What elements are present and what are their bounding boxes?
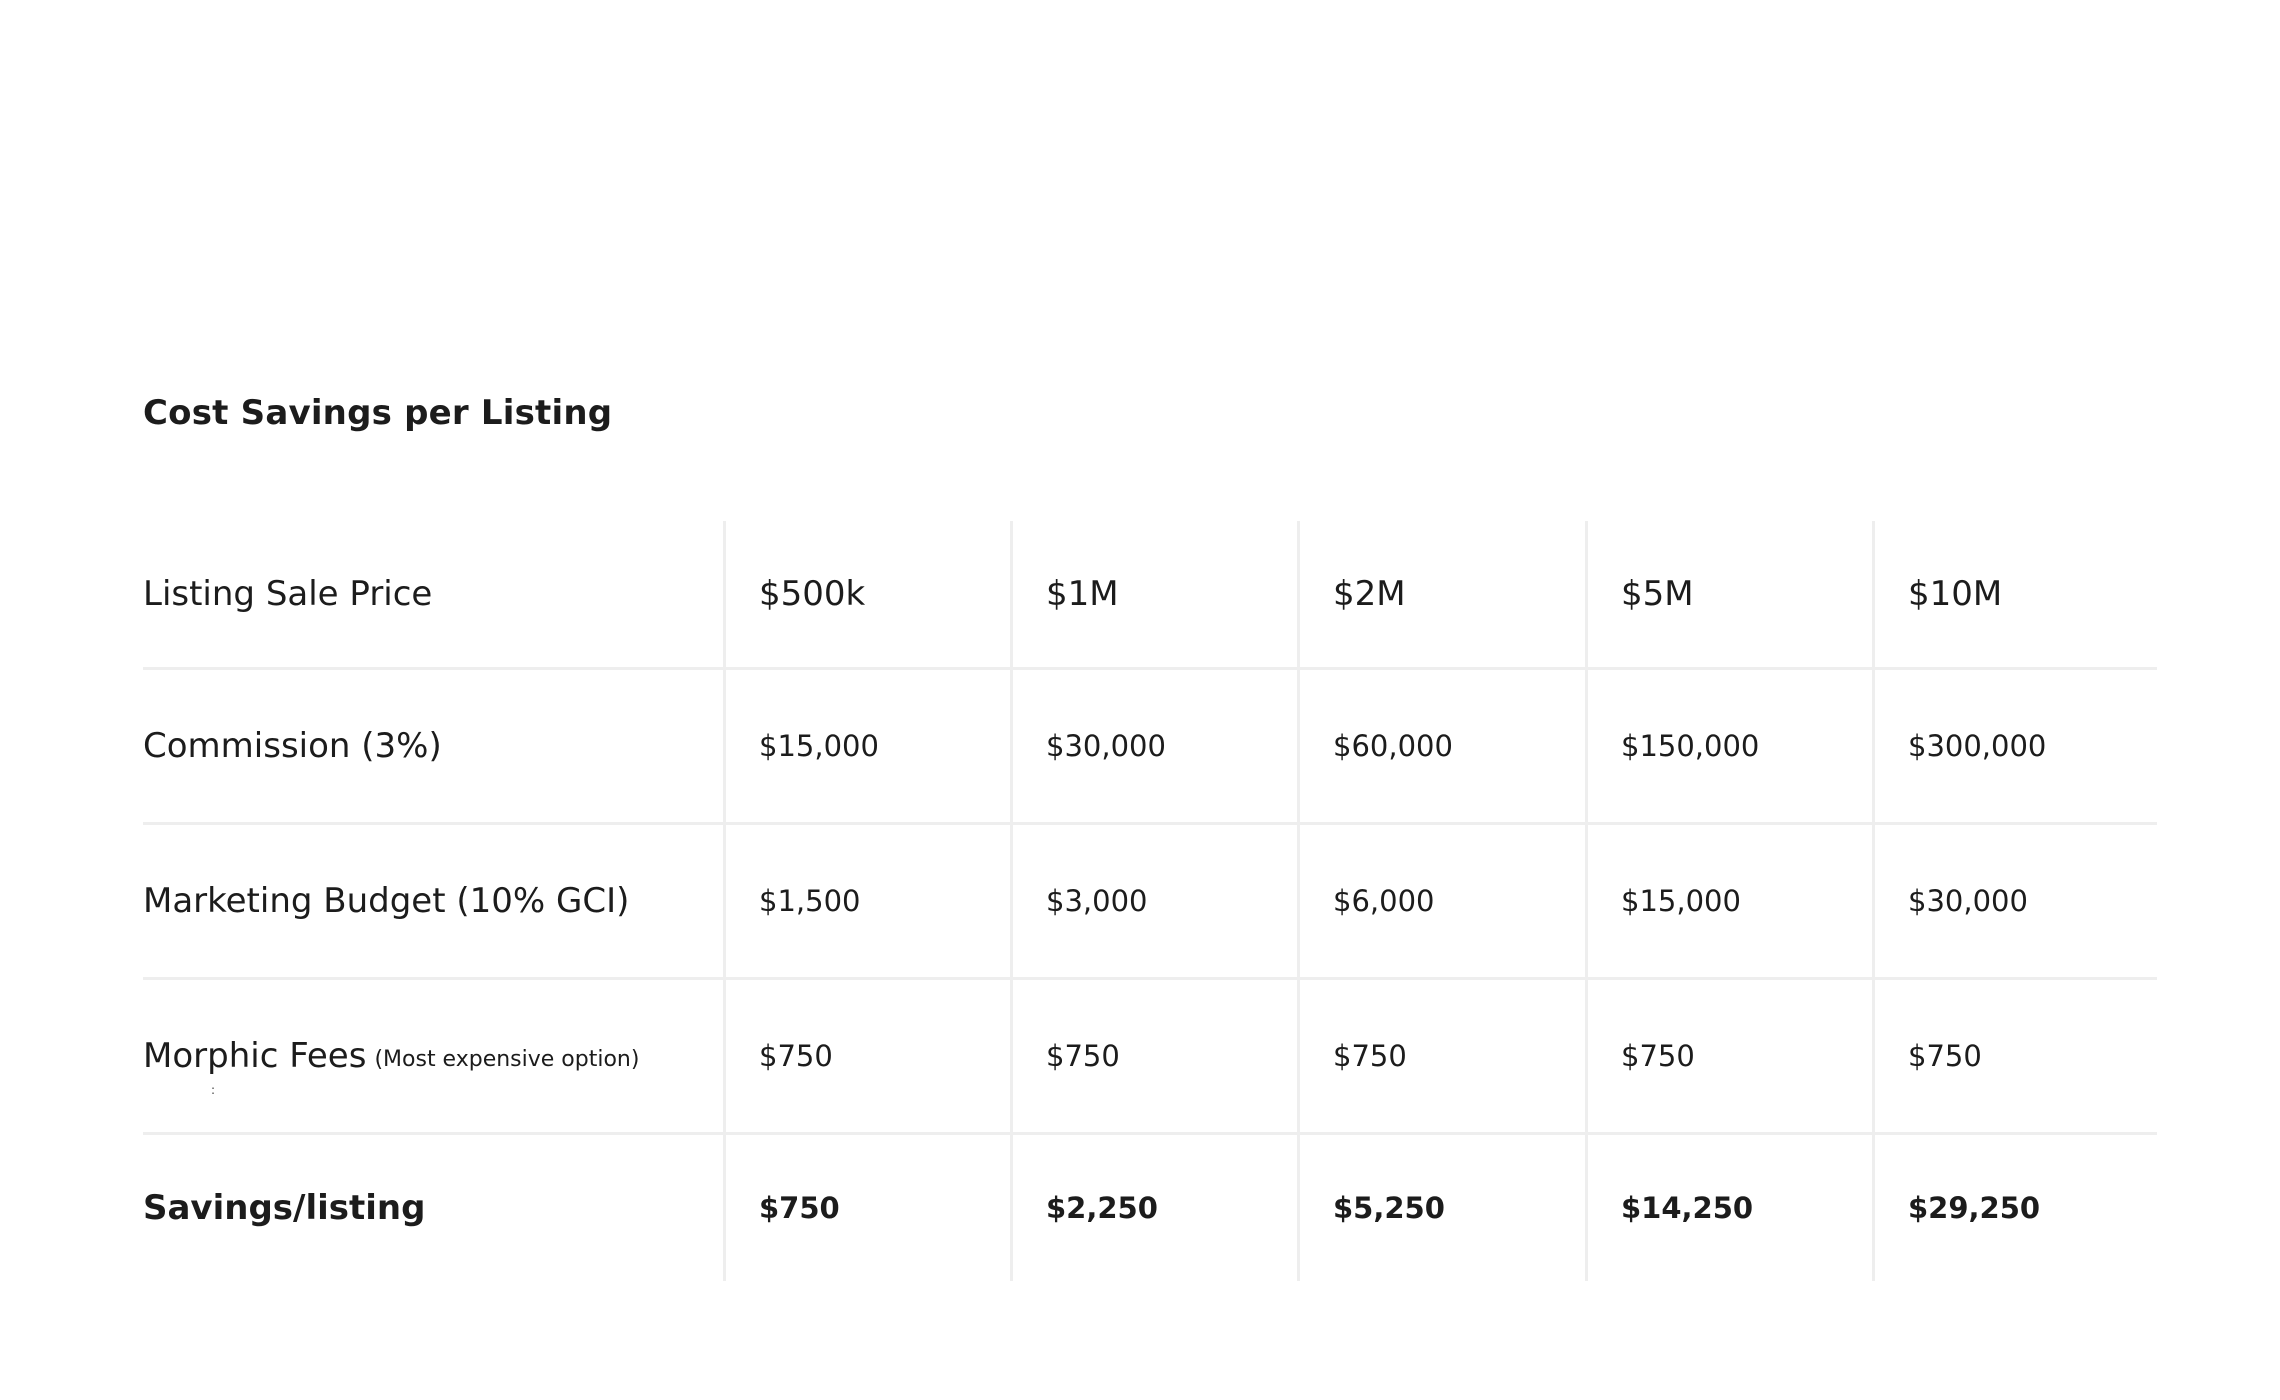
- header-price-2m: $2M: [1297, 521, 1585, 667]
- row-label-morphic-fees: [143, 977, 723, 1132]
- row-label-note: (Most expensive option): [374, 1046, 640, 1072]
- table-cell: $150,000: [1585, 667, 1872, 822]
- table-cell: $6,000: [1297, 822, 1585, 977]
- row-label-morphic-fees-text: Morphic Fees: [143, 1036, 367, 1076]
- table-cell: $29,250: [1872, 1132, 2157, 1281]
- table-cell: $750: [1585, 977, 1872, 1132]
- table-cell: $750: [723, 977, 1010, 1132]
- table-cell: $3,000: [1010, 822, 1297, 977]
- table-cell: $750: [723, 1132, 1010, 1281]
- table-cell: $300,000: [1872, 667, 2157, 822]
- stray-mark: :: [211, 1083, 216, 1097]
- table-cell: $1,500: [723, 822, 1010, 977]
- header-price-5m: $5M: [1585, 521, 1872, 667]
- header-price-1m: $1M: [1010, 521, 1297, 667]
- table-cell: $14,250: [1585, 1132, 1872, 1281]
- row-label-commission: Commission (3%): [143, 667, 723, 822]
- table-cell: $15,000: [1585, 822, 1872, 977]
- row-label-savings: Savings/listing: [143, 1132, 723, 1281]
- savings-table: [143, 521, 2157, 1281]
- header-price-500k: $500k: [723, 521, 1010, 667]
- table-cell: $30,000: [1872, 822, 2157, 977]
- table-cell: $60,000: [1297, 667, 1585, 822]
- header-label-listing-sale-price: Listing Sale Price: [143, 574, 433, 614]
- header-price-10m: $10M: [1872, 521, 2157, 667]
- page-title: Cost Savings per Listing: [143, 393, 613, 433]
- table-cell: $30,000: [1010, 667, 1297, 822]
- row-label-marketing-budget: Marketing Budget (10% GCI): [143, 822, 723, 977]
- table-cell: $750: [1872, 977, 2157, 1132]
- table-cell: $5,250: [1297, 1132, 1585, 1281]
- table-cell: $2,250: [1010, 1132, 1297, 1281]
- table-cell: $15,000: [723, 667, 1010, 822]
- table-cell: $750: [1297, 977, 1585, 1132]
- table-cell: $750: [1010, 977, 1297, 1132]
